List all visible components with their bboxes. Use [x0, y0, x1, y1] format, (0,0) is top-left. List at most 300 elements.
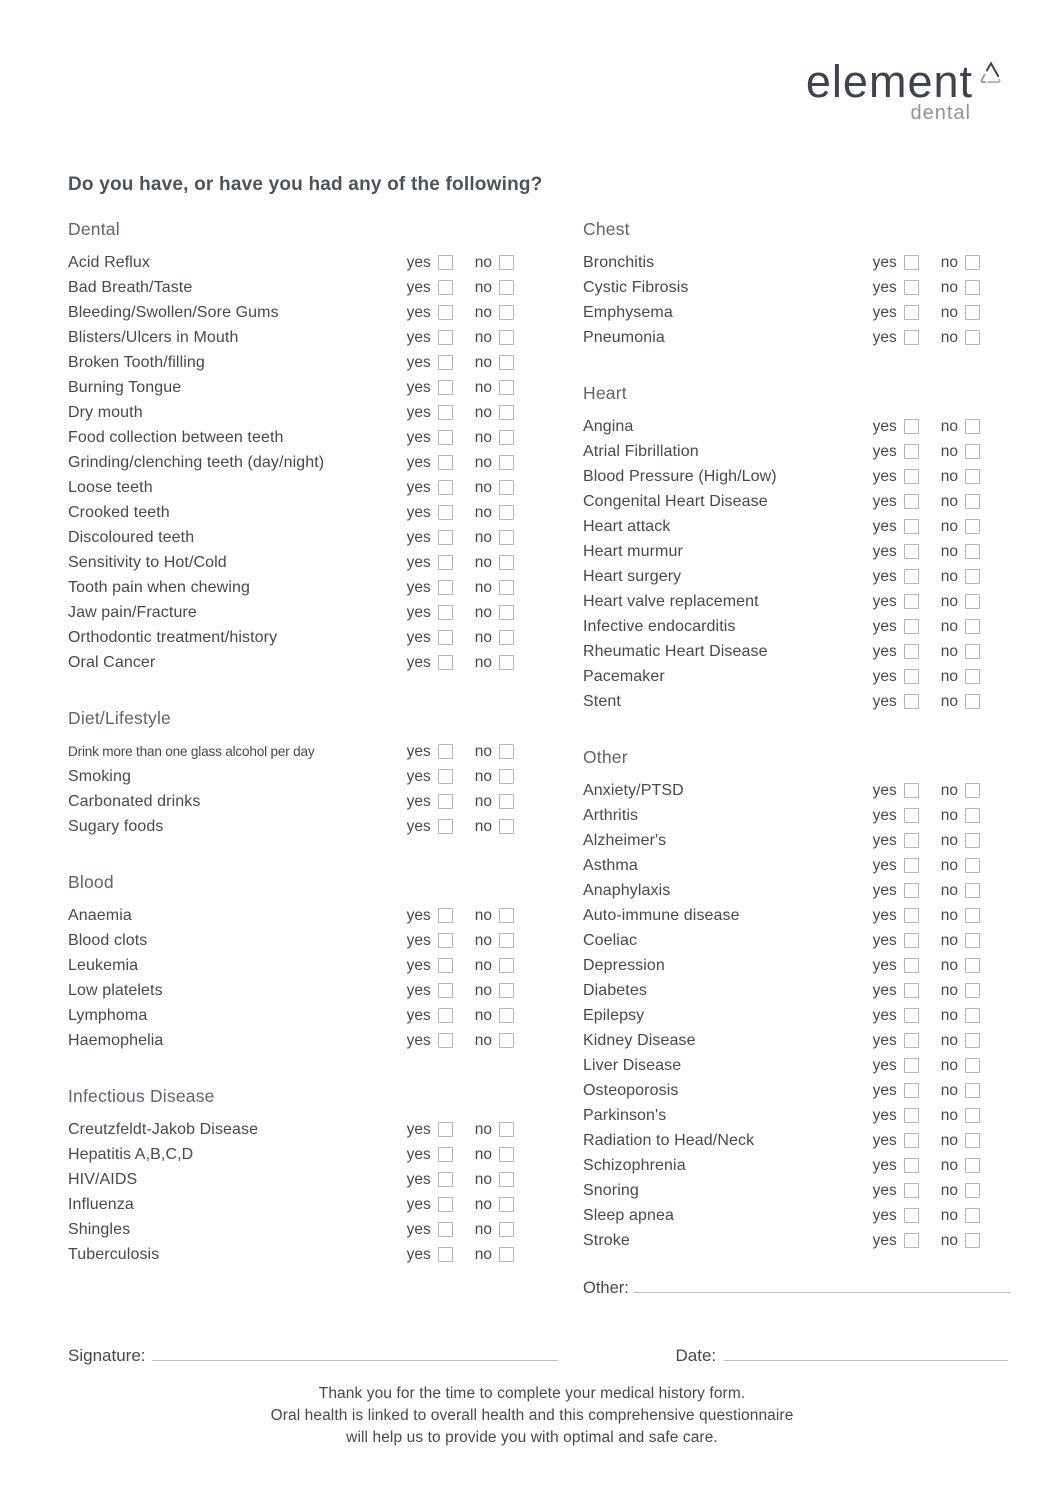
- no-checkbox[interactable]: [499, 1033, 514, 1048]
- yes-label: yes: [872, 567, 897, 585]
- no-checkbox[interactable]: [965, 569, 980, 584]
- question-label: Anaphylaxis: [583, 881, 671, 899]
- yes-checkbox[interactable]: [438, 769, 453, 784]
- no-checkbox[interactable]: [965, 619, 980, 634]
- yes-checkbox[interactable]: [438, 255, 453, 270]
- yes-label: yes: [406, 1145, 431, 1163]
- yes-no-group: [404, 354, 514, 372]
- yes-checkbox[interactable]: [904, 1208, 919, 1223]
- yes-no-group: [404, 604, 514, 622]
- yes-checkbox[interactable]: [904, 669, 919, 684]
- yes-pair: [407, 379, 453, 397]
- no-checkbox[interactable]: [965, 444, 980, 459]
- no-label: no: [940, 617, 958, 635]
- no-checkbox[interactable]: [499, 580, 514, 595]
- yes-checkbox[interactable]: [904, 858, 919, 873]
- no-label: no: [940, 567, 958, 585]
- question-label: Heart valve replacement: [583, 592, 759, 610]
- no-checkbox[interactable]: [965, 694, 980, 709]
- no-checkbox[interactable]: [499, 305, 514, 320]
- yes-checkbox[interactable]: [438, 430, 453, 445]
- no-label: no: [474, 328, 492, 346]
- yes-label: yes: [872, 1056, 897, 1074]
- question-row: [583, 1128, 980, 1153]
- yes-label: yes: [872, 981, 897, 999]
- yes-checkbox[interactable]: [438, 1147, 453, 1162]
- no-pair: [475, 1171, 514, 1189]
- yes-checkbox[interactable]: [438, 1247, 453, 1262]
- no-checkbox[interactable]: [965, 808, 980, 823]
- no-label: no: [940, 303, 958, 321]
- yes-label: yes: [872, 492, 897, 510]
- yes-checkbox[interactable]: [904, 594, 919, 609]
- yes-checkbox[interactable]: [904, 833, 919, 848]
- no-pair: [941, 254, 980, 272]
- question-label: Emphysema: [583, 303, 673, 321]
- yes-checkbox[interactable]: [438, 305, 453, 320]
- question-row: [583, 514, 980, 539]
- no-pair: [475, 579, 514, 597]
- no-checkbox[interactable]: [499, 405, 514, 420]
- yes-no-group: [873, 443, 980, 461]
- yes-pair: [407, 1146, 453, 1164]
- no-label: no: [474, 931, 492, 949]
- question-label: Leukemia: [68, 956, 139, 974]
- yes-checkbox[interactable]: [904, 569, 919, 584]
- no-pair: [475, 604, 514, 622]
- yes-checkbox[interactable]: [904, 494, 919, 509]
- no-pair: [941, 907, 980, 925]
- no-checkbox[interactable]: [499, 655, 514, 670]
- yes-checkbox[interactable]: [904, 983, 919, 998]
- yes-checkbox[interactable]: [438, 1122, 453, 1137]
- yes-label: yes: [406, 553, 431, 571]
- no-checkbox[interactable]: [499, 255, 514, 270]
- yes-checkbox[interactable]: [438, 455, 453, 470]
- yes-pair: [873, 1132, 919, 1150]
- yes-no-group: [404, 1146, 514, 1164]
- yes-label: yes: [406, 742, 431, 760]
- no-pair: [475, 1196, 514, 1214]
- no-checkbox[interactable]: [499, 430, 514, 445]
- no-checkbox[interactable]: [965, 833, 980, 848]
- no-checkbox[interactable]: [965, 1108, 980, 1123]
- yes-label: yes: [406, 1245, 431, 1263]
- no-pair: [941, 1007, 980, 1025]
- no-checkbox[interactable]: [965, 519, 980, 534]
- yes-pair: [407, 279, 453, 297]
- question-label: Bleeding/Swollen/Sore Gums: [68, 303, 279, 321]
- yes-no-group: [404, 768, 514, 786]
- question-label: Pacemaker: [583, 667, 665, 685]
- yes-label: yes: [872, 931, 897, 949]
- no-label: no: [940, 1081, 958, 1099]
- yes-label: yes: [872, 1156, 897, 1174]
- yes-checkbox[interactable]: [438, 1008, 453, 1023]
- no-pair: [475, 454, 514, 472]
- no-label: no: [474, 956, 492, 974]
- no-checkbox[interactable]: [499, 744, 514, 759]
- no-checkbox[interactable]: [499, 1222, 514, 1237]
- yes-no-group: [873, 668, 980, 686]
- yes-pair: [873, 668, 919, 686]
- no-label: no: [474, 653, 492, 671]
- section-heading: Chest: [583, 219, 630, 239]
- yes-pair: [873, 443, 919, 461]
- question-label: Influenza: [68, 1195, 134, 1213]
- yes-checkbox[interactable]: [904, 933, 919, 948]
- no-checkbox[interactable]: [965, 544, 980, 559]
- yes-pair: [873, 304, 919, 322]
- yes-checkbox[interactable]: [904, 1058, 919, 1073]
- no-pair: [475, 329, 514, 347]
- no-checkbox[interactable]: [499, 1147, 514, 1162]
- yes-pair: [407, 793, 453, 811]
- yes-no-group: [404, 429, 514, 447]
- question-label: Drink more than one glass alcohol per day: [68, 744, 315, 759]
- question-row: [68, 475, 514, 500]
- question-label: Shingles: [68, 1220, 131, 1238]
- no-checkbox[interactable]: [499, 380, 514, 395]
- question-row: [68, 650, 514, 675]
- question-label: Infective endocarditis: [583, 617, 736, 635]
- yes-checkbox[interactable]: [904, 783, 919, 798]
- yes-label: yes: [872, 1031, 897, 1049]
- yes-checkbox[interactable]: [904, 1233, 919, 1248]
- no-checkbox[interactable]: [499, 455, 514, 470]
- yes-checkbox[interactable]: [904, 908, 919, 923]
- no-checkbox[interactable]: [499, 908, 514, 923]
- no-label: no: [474, 817, 492, 835]
- yes-checkbox[interactable]: [904, 883, 919, 898]
- yes-checkbox[interactable]: [438, 1222, 453, 1237]
- no-checkbox[interactable]: [965, 1133, 980, 1148]
- triangle-logo-icon: [977, 60, 1005, 89]
- yes-pair: [873, 807, 919, 825]
- yes-checkbox[interactable]: [438, 655, 453, 670]
- no-checkbox[interactable]: [965, 933, 980, 948]
- question-label: Food collection between teeth: [68, 428, 284, 446]
- no-checkbox[interactable]: [965, 1058, 980, 1073]
- no-label: no: [474, 278, 492, 296]
- yes-checkbox[interactable]: [904, 808, 919, 823]
- no-checkbox[interactable]: [965, 1158, 980, 1173]
- no-pair: [475, 818, 514, 836]
- no-checkbox[interactable]: [965, 469, 980, 484]
- no-checkbox[interactable]: [965, 883, 980, 898]
- yes-checkbox[interactable]: [438, 580, 453, 595]
- yes-checkbox[interactable]: [904, 419, 919, 434]
- yes-no-group: [873, 468, 980, 486]
- question-label: Parkinson's: [583, 1106, 667, 1124]
- yes-no-group: [404, 254, 514, 272]
- yes-pair: [407, 982, 453, 1000]
- yes-checkbox[interactable]: [904, 1183, 919, 1198]
- no-checkbox[interactable]: [965, 858, 980, 873]
- no-checkbox[interactable]: [965, 783, 980, 798]
- yes-checkbox[interactable]: [904, 1008, 919, 1023]
- yes-checkbox[interactable]: [438, 505, 453, 520]
- yes-label: yes: [872, 303, 897, 321]
- yes-pair: [407, 957, 453, 975]
- question-label: HIV/AIDS: [68, 1170, 138, 1188]
- yes-checkbox[interactable]: [904, 255, 919, 270]
- no-checkbox[interactable]: [965, 494, 980, 509]
- question-row: [68, 450, 514, 475]
- no-checkbox[interactable]: [965, 1083, 980, 1098]
- no-checkbox[interactable]: [499, 1008, 514, 1023]
- yes-no-group: [404, 1121, 514, 1139]
- yes-checkbox[interactable]: [438, 1197, 453, 1212]
- no-checkbox[interactable]: [499, 983, 514, 998]
- yes-pair: [873, 418, 919, 436]
- yes-checkbox[interactable]: [438, 280, 453, 295]
- no-checkbox[interactable]: [965, 1008, 980, 1023]
- no-pair: [941, 1057, 980, 1075]
- no-pair: [941, 1207, 980, 1225]
- question-row: [583, 1003, 980, 1028]
- yes-no-group: [873, 857, 980, 875]
- no-checkbox[interactable]: [499, 530, 514, 545]
- yes-pair: [407, 504, 453, 522]
- yes-checkbox[interactable]: [438, 355, 453, 370]
- yes-no-group: [404, 982, 514, 1000]
- no-checkbox[interactable]: [499, 769, 514, 784]
- yes-checkbox[interactable]: [904, 1158, 919, 1173]
- no-checkbox[interactable]: [499, 1122, 514, 1137]
- yes-checkbox[interactable]: [904, 1133, 919, 1148]
- yes-pair: [407, 554, 453, 572]
- yes-checkbox[interactable]: [904, 444, 919, 459]
- yes-checkbox[interactable]: [438, 819, 453, 834]
- question-row: [68, 300, 514, 325]
- yes-pair: [407, 454, 453, 472]
- no-label: no: [474, 1195, 492, 1213]
- signature-input-line[interactable]: [152, 1344, 558, 1361]
- yes-no-group: [873, 957, 980, 975]
- yes-pair: [873, 279, 919, 297]
- question-row: [68, 600, 514, 625]
- yes-pair: [407, 768, 453, 786]
- question-label: Stroke: [583, 1231, 630, 1249]
- yes-no-group: [404, 454, 514, 472]
- no-checkbox[interactable]: [499, 1172, 514, 1187]
- yes-no-group: [404, 554, 514, 572]
- question-row: [68, 575, 514, 600]
- section-dental: [68, 218, 514, 675]
- yes-label: yes: [406, 378, 431, 396]
- page-title: Do you have, or have you had any of the following?: [68, 174, 543, 195]
- question-row: [68, 1117, 514, 1142]
- section-heading: Diet/Lifestyle: [68, 708, 171, 728]
- yes-checkbox[interactable]: [904, 519, 919, 534]
- question-label: Atrial Fibrillation: [583, 442, 699, 460]
- question-row: [68, 1217, 514, 1242]
- no-pair: [941, 807, 980, 825]
- yes-checkbox[interactable]: [438, 530, 453, 545]
- no-checkbox[interactable]: [965, 305, 980, 320]
- yes-pair: [407, 404, 453, 422]
- no-checkbox[interactable]: [965, 255, 980, 270]
- yes-no-group: [873, 543, 980, 561]
- yes-no-group: [873, 493, 980, 511]
- yes-no-group: [873, 782, 980, 800]
- no-checkbox[interactable]: [965, 1033, 980, 1048]
- no-checkbox[interactable]: [499, 933, 514, 948]
- yes-checkbox[interactable]: [438, 794, 453, 809]
- no-checkbox[interactable]: [965, 958, 980, 973]
- no-checkbox[interactable]: [965, 419, 980, 434]
- yes-checkbox[interactable]: [438, 958, 453, 973]
- yes-checkbox[interactable]: [438, 380, 453, 395]
- no-checkbox[interactable]: [965, 908, 980, 923]
- yes-checkbox[interactable]: [438, 744, 453, 759]
- yes-checkbox[interactable]: [904, 1083, 919, 1098]
- section-infectious-disease: [68, 1085, 514, 1267]
- no-checkbox[interactable]: [499, 330, 514, 345]
- question-row: [68, 625, 514, 650]
- no-checkbox[interactable]: [499, 280, 514, 295]
- question-row: [583, 1103, 980, 1128]
- yes-no-group: [873, 329, 980, 347]
- yes-pair: [873, 468, 919, 486]
- other-field-label: Other:: [583, 1279, 629, 1297]
- date-input-line[interactable]: [724, 1344, 1008, 1361]
- question-row: [68, 1192, 514, 1217]
- yes-label: yes: [406, 817, 431, 835]
- yes-checkbox[interactable]: [438, 983, 453, 998]
- yes-checkbox[interactable]: [438, 555, 453, 570]
- yes-checkbox[interactable]: [438, 933, 453, 948]
- yes-pair: [873, 957, 919, 975]
- yes-checkbox[interactable]: [904, 958, 919, 973]
- yes-checkbox[interactable]: [904, 1108, 919, 1123]
- no-checkbox[interactable]: [499, 1247, 514, 1262]
- no-label: no: [940, 1231, 958, 1249]
- yes-checkbox[interactable]: [904, 280, 919, 295]
- no-pair: [941, 304, 980, 322]
- yes-no-group: [873, 982, 980, 1000]
- question-label: Anaemia: [68, 906, 132, 924]
- yes-checkbox[interactable]: [904, 1033, 919, 1048]
- yes-label: yes: [406, 628, 431, 646]
- no-checkbox[interactable]: [499, 480, 514, 495]
- yes-checkbox[interactable]: [438, 480, 453, 495]
- no-pair: [475, 1032, 514, 1050]
- no-checkbox[interactable]: [499, 355, 514, 370]
- no-pair: [475, 479, 514, 497]
- yes-no-group: [873, 693, 980, 711]
- no-label: no: [474, 553, 492, 571]
- no-checkbox[interactable]: [965, 644, 980, 659]
- question-row: [583, 778, 980, 803]
- yes-label: yes: [872, 592, 897, 610]
- yes-checkbox[interactable]: [904, 469, 919, 484]
- yes-checkbox[interactable]: [438, 1172, 453, 1187]
- yes-checkbox[interactable]: [904, 644, 919, 659]
- yes-checkbox[interactable]: [438, 405, 453, 420]
- no-checkbox[interactable]: [499, 630, 514, 645]
- no-checkbox[interactable]: [499, 1197, 514, 1212]
- yes-checkbox[interactable]: [438, 908, 453, 923]
- no-pair: [941, 443, 980, 461]
- no-label: no: [474, 1245, 492, 1263]
- yes-pair: [407, 1246, 453, 1264]
- yes-pair: [873, 832, 919, 850]
- no-checkbox[interactable]: [499, 555, 514, 570]
- yes-no-group: [404, 932, 514, 950]
- yes-no-group: [873, 1032, 980, 1050]
- question-row: [583, 250, 980, 275]
- question-row: [583, 689, 980, 714]
- yes-checkbox[interactable]: [438, 630, 453, 645]
- yes-checkbox[interactable]: [438, 605, 453, 620]
- section-heading: Dental: [68, 219, 120, 239]
- yes-checkbox[interactable]: [438, 1033, 453, 1048]
- no-checkbox[interactable]: [965, 280, 980, 295]
- yes-checkbox[interactable]: [904, 305, 919, 320]
- no-checkbox[interactable]: [965, 669, 980, 684]
- no-checkbox[interactable]: [965, 1183, 980, 1198]
- question-label: Burning Tongue: [68, 378, 182, 396]
- section-heading: Other: [583, 747, 628, 767]
- question-row: [68, 1003, 514, 1028]
- no-label: no: [940, 692, 958, 710]
- no-checkbox[interactable]: [965, 1233, 980, 1248]
- yes-pair: [873, 857, 919, 875]
- yes-checkbox[interactable]: [904, 619, 919, 634]
- yes-checkbox[interactable]: [904, 694, 919, 709]
- yes-pair: [873, 782, 919, 800]
- no-checkbox[interactable]: [965, 983, 980, 998]
- no-checkbox[interactable]: [499, 819, 514, 834]
- no-pair: [475, 907, 514, 925]
- question-row: [583, 1078, 980, 1103]
- no-label: no: [474, 603, 492, 621]
- yes-checkbox[interactable]: [438, 330, 453, 345]
- no-label: no: [474, 1120, 492, 1138]
- yes-label: yes: [406, 1170, 431, 1188]
- yes-pair: [407, 818, 453, 836]
- no-pair: [941, 857, 980, 875]
- no-checkbox[interactable]: [965, 330, 980, 345]
- yes-checkbox[interactable]: [904, 544, 919, 559]
- yes-label: yes: [406, 403, 431, 421]
- logo: [806, 58, 1005, 125]
- yes-label: yes: [872, 328, 897, 346]
- other-field-input-line[interactable]: [633, 1276, 1010, 1293]
- no-checkbox[interactable]: [965, 1208, 980, 1223]
- yes-no-group: [873, 907, 980, 925]
- no-checkbox[interactable]: [965, 594, 980, 609]
- no-checkbox[interactable]: [499, 958, 514, 973]
- yes-pair: [873, 643, 919, 661]
- yes-no-group: [873, 518, 980, 536]
- yes-pair: [407, 1196, 453, 1214]
- no-checkbox[interactable]: [499, 505, 514, 520]
- question-label: Smoking: [68, 767, 131, 785]
- yes-checkbox[interactable]: [904, 330, 919, 345]
- no-checkbox[interactable]: [499, 605, 514, 620]
- yes-label: yes: [406, 428, 431, 446]
- question-row: [583, 489, 980, 514]
- footer-line-3: will help us to provide you with optimal and safe care.: [346, 1429, 718, 1446]
- yes-label: yes: [406, 503, 431, 521]
- no-checkbox[interactable]: [499, 794, 514, 809]
- question-label: Grinding/clenching teeth (day/night): [68, 453, 325, 471]
- yes-pair: [407, 579, 453, 597]
- question-row: [583, 564, 980, 589]
